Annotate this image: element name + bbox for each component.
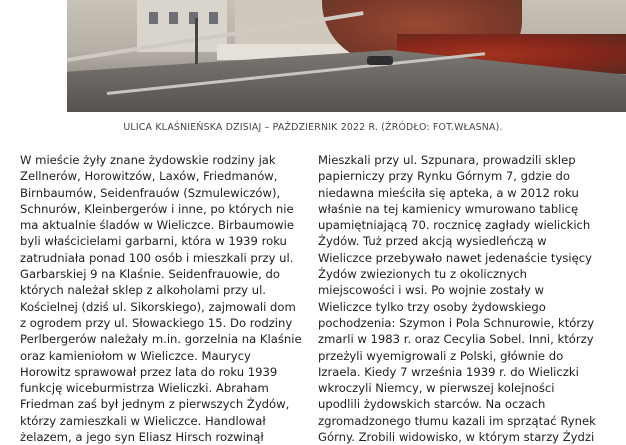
text-line: niedawna mieściła się apteka, a w 2012 roku xyxy=(318,185,579,200)
text-line: papierniczy przy Rynku Górnym 7, gdzie do xyxy=(318,169,570,184)
text-line: Górny. Zrobili widowisko, w którym starzy Żydzi xyxy=(318,430,595,445)
text-line: Izraela. Kiedy 7 września 1939 r. do Wieliczki xyxy=(318,364,579,379)
street-pole xyxy=(195,18,198,64)
window xyxy=(209,12,218,24)
article-column-right xyxy=(318,152,624,445)
text-line: Żydów. Tuż przed akcją wysiedleńczą w xyxy=(318,234,547,249)
text-line: Żydów zwiezionych tu z okolicznych xyxy=(318,267,528,282)
text-line: Wieliczce przebywało nawet jedenaście tysięcy xyxy=(318,250,592,265)
text-line: Kościelnej (dziś ul. Sikorskiego), zajmowali dom xyxy=(20,299,296,314)
text-line: byli właścicielami garbarni, która w 1939 roku xyxy=(20,234,287,249)
window xyxy=(149,12,158,24)
photo-caption: ULICA KLAŚNIEŃSKA DZISIAJ – PAŹDZIERNIK 2022 R. (ŹRÓDŁO: FOT.WŁASNA). xyxy=(123,122,503,133)
article-column-left xyxy=(20,152,314,445)
text-line: upamiętniającą 70. rocznicę zagłady wielickich xyxy=(318,218,591,233)
text-line: Mieszkali przy ul. Szpunara, prowadzili sklep xyxy=(318,153,576,167)
text-line: Wieliczce tylko trzy osoby żydowskiego xyxy=(318,299,546,314)
text-line: Schnurów, Kleinbergerów i inne, po których nie xyxy=(20,201,294,216)
parked-car xyxy=(367,56,393,65)
text-line: pochodzenia: Szymon i Pola Schnurowie, którzy xyxy=(318,315,595,330)
text-line: ma aktualnie śladów w Wieliczce. Birbaumowie xyxy=(20,218,294,233)
window xyxy=(169,12,178,24)
text-line: przeżyli wyemigrowali z Polski, głównie do xyxy=(318,348,564,363)
text-line: właśnie na tej kamienicy wmurowano tablicę xyxy=(318,201,579,216)
text-line: wkroczyli Niemcy, w pierwszej kolejności xyxy=(318,381,555,396)
text-line: miejscowości i wsi. Po wojnie zostały w xyxy=(318,283,545,298)
text-line: Garbarskiej 9 na Klaśnie. Seidenfrauowie, do xyxy=(20,267,280,282)
text-line: którzy zamieszkali w Wieliczce. Handlował xyxy=(20,413,266,428)
text-line: Zellnerów, Horowitzów, Laxów, Friedmanów, xyxy=(20,169,278,184)
text-line: oraz kamieniołom w Wieliczce. Maurycy xyxy=(20,348,251,363)
text-line: których należał sklep z alkoholami przy ul. xyxy=(20,283,266,298)
text-line: upodlili żydowskich starców. Na oczach xyxy=(318,397,546,412)
text-line: Birnbaumów, Seidenfrauów (Szmulewiczów), xyxy=(20,185,281,200)
text-line: z ogrodem przy ul. Słowackiego 15. Do rodziny xyxy=(20,315,293,330)
text-line: W mieście żyły znane żydowskie rodziny jak xyxy=(20,153,276,167)
text-line: zgromadzonego tłumu kazali im sprzątać Rynek xyxy=(318,413,596,428)
text-line: funkcję wiceburmistrza Wieliczki. Abraham xyxy=(20,381,269,396)
text-line: Friedman zaś był jednym z pierwszych Żydów, xyxy=(20,397,290,412)
text-line: żelazem, a jego syn Eliasz Hirsch rozwinął xyxy=(20,430,264,445)
text-line: Horowitz sprawował przez lata do roku 1939 xyxy=(20,364,278,379)
text-line: Perlbergerów należały m.in. gorzelnia na Klaśnie xyxy=(20,332,302,347)
street-photo xyxy=(67,0,626,112)
text-line: zatrudniała ponad 100 osób i mieszkali przy ul. xyxy=(20,250,294,265)
text-line: zmarli w 1983 r. oraz Cecylia Sobel. Inni, którzy xyxy=(318,332,594,347)
